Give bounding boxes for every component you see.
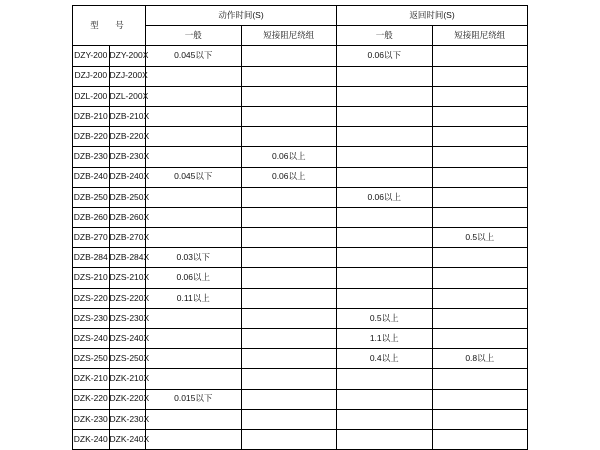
cell-return-general xyxy=(337,429,433,449)
cell-action-general xyxy=(146,86,242,106)
cell-model-a: DZK-220 xyxy=(73,389,110,409)
table-row xyxy=(73,86,528,106)
cell-return-general xyxy=(337,207,433,227)
cell-action-damped xyxy=(241,66,337,86)
cell-return-general xyxy=(337,228,433,248)
cell-return-damped xyxy=(432,147,528,167)
cell-return-damped: 0.8以上 xyxy=(432,349,528,369)
cell-model-b: DZB-210X xyxy=(109,106,146,126)
cell-model-b: DZB-270X xyxy=(109,228,146,248)
cell-action-general: 0.11以上 xyxy=(146,288,242,308)
cell-model-a: DZS-250 xyxy=(73,349,110,369)
cell-return-damped xyxy=(432,46,528,66)
table-row xyxy=(73,349,528,369)
cell-model-b: DZB-230X xyxy=(109,147,146,167)
cell-return-damped xyxy=(432,369,528,389)
column-header-return-time: 返回时间(S) xyxy=(337,6,528,26)
table-row xyxy=(73,329,528,349)
cell-model-b: DZS-230X xyxy=(109,308,146,328)
cell-model-a: DZS-240 xyxy=(73,329,110,349)
cell-action-damped xyxy=(241,389,337,409)
cell-model-b: DZK-240X xyxy=(109,429,146,449)
cell-return-damped xyxy=(432,187,528,207)
cell-model-a: DZJ-200 xyxy=(73,66,110,86)
cell-model-b: DZS-220X xyxy=(109,288,146,308)
cell-return-general xyxy=(337,288,433,308)
cell-model-b: DZB-240X xyxy=(109,167,146,187)
cell-model-b: DZY-200X xyxy=(109,46,146,66)
cell-return-general xyxy=(337,106,433,126)
cell-return-damped xyxy=(432,308,528,328)
column-header-return-damped: 短接阻尼绕组 xyxy=(432,26,528,46)
cell-model-a: DZB-260 xyxy=(73,207,110,227)
cell-model-b: DZL-200X xyxy=(109,86,146,106)
cell-action-general xyxy=(146,369,242,389)
cell-return-damped: 0.5以上 xyxy=(432,228,528,248)
cell-return-general xyxy=(337,86,433,106)
cell-return-general: 1.1以上 xyxy=(337,329,433,349)
table-row xyxy=(73,46,528,66)
cell-action-general xyxy=(146,66,242,86)
cell-model-b: DZB-250X xyxy=(109,187,146,207)
relay-timing-table xyxy=(72,5,528,450)
cell-action-damped xyxy=(241,46,337,66)
cell-action-general: 0.06以上 xyxy=(146,268,242,288)
cell-model-b: DZS-240X xyxy=(109,329,146,349)
cell-model-b: DZK-220X xyxy=(109,389,146,409)
cell-action-damped xyxy=(241,268,337,288)
cell-return-general: 0.5以上 xyxy=(337,308,433,328)
table-row xyxy=(73,127,528,147)
cell-action-general xyxy=(146,228,242,248)
cell-return-damped xyxy=(432,106,528,126)
cell-action-general: 0.045以下 xyxy=(146,167,242,187)
table-header xyxy=(73,6,528,46)
column-header-action-time: 动作时间(S) xyxy=(146,6,337,26)
cell-return-damped xyxy=(432,86,528,106)
table-row xyxy=(73,268,528,288)
column-header-return-general: 一般 xyxy=(337,26,433,46)
cell-action-damped xyxy=(241,308,337,328)
table-row xyxy=(73,409,528,429)
cell-model-b: DZK-210X xyxy=(109,369,146,389)
cell-model-a: DZS-220 xyxy=(73,288,110,308)
cell-model-b: DZS-210X xyxy=(109,268,146,288)
cell-model-a: DZK-210 xyxy=(73,369,110,389)
cell-action-damped xyxy=(241,228,337,248)
cell-model-a: DZB-230 xyxy=(73,147,110,167)
table-row xyxy=(73,228,528,248)
cell-action-general: 0.015以下 xyxy=(146,389,242,409)
cell-return-damped xyxy=(432,268,528,288)
cell-return-damped xyxy=(432,389,528,409)
cell-return-damped xyxy=(432,429,528,449)
cell-model-a: DZB-210 xyxy=(73,106,110,126)
cell-model-a: DZB-220 xyxy=(73,127,110,147)
cell-action-damped xyxy=(241,369,337,389)
cell-return-general xyxy=(337,369,433,389)
cell-return-general: 0.4以上 xyxy=(337,349,433,369)
cell-model-b: DZS-250X xyxy=(109,349,146,369)
cell-action-damped xyxy=(241,288,337,308)
cell-return-general: 0.06以下 xyxy=(337,46,433,66)
cell-action-general xyxy=(146,127,242,147)
cell-action-damped xyxy=(241,429,337,449)
table-header-row-groups xyxy=(73,6,528,26)
cell-return-general xyxy=(337,167,433,187)
cell-action-damped xyxy=(241,248,337,268)
cell-action-general xyxy=(146,106,242,126)
table-row xyxy=(73,308,528,328)
cell-model-b: DZK-230X xyxy=(109,409,146,429)
cell-model-b: DZJ-200X xyxy=(109,66,146,86)
cell-action-general xyxy=(146,349,242,369)
cell-model-a: DZL-200 xyxy=(73,86,110,106)
cell-return-damped xyxy=(432,167,528,187)
cell-model-b: DZB-284X xyxy=(109,248,146,268)
cell-model-a: DZB-270 xyxy=(73,228,110,248)
cell-action-damped: 0.06以上 xyxy=(241,167,337,187)
cell-model-a: DZK-240 xyxy=(73,429,110,449)
cell-action-damped xyxy=(241,409,337,429)
column-header-action-general: 一般 xyxy=(146,26,242,46)
cell-model-a: DZS-230 xyxy=(73,308,110,328)
table-row xyxy=(73,369,528,389)
cell-action-damped xyxy=(241,86,337,106)
cell-return-damped xyxy=(432,409,528,429)
table-row xyxy=(73,66,528,86)
cell-return-general xyxy=(337,409,433,429)
cell-model-a: DZS-210 xyxy=(73,268,110,288)
cell-return-damped xyxy=(432,248,528,268)
cell-return-general xyxy=(337,127,433,147)
cell-return-damped xyxy=(432,66,528,86)
cell-return-general: 0.06以上 xyxy=(337,187,433,207)
cell-action-general: 0.045以下 xyxy=(146,46,242,66)
cell-action-damped xyxy=(241,349,337,369)
cell-return-general xyxy=(337,147,433,167)
cell-model-a: DZK-230 xyxy=(73,409,110,429)
table-row xyxy=(73,429,528,449)
cell-action-damped xyxy=(241,187,337,207)
cell-action-general xyxy=(146,207,242,227)
cell-model-a: DZB-284 xyxy=(73,248,110,268)
column-header-model: 型 号 xyxy=(73,6,146,46)
cell-model-a: DZB-240 xyxy=(73,167,110,187)
table-row xyxy=(73,389,528,409)
cell-return-damped xyxy=(432,288,528,308)
cell-action-general xyxy=(146,308,242,328)
cell-model-b: DZB-220X xyxy=(109,127,146,147)
cell-action-general: 0.03以下 xyxy=(146,248,242,268)
table-row xyxy=(73,187,528,207)
cell-action-general xyxy=(146,409,242,429)
cell-action-damped xyxy=(241,106,337,126)
cell-action-damped xyxy=(241,127,337,147)
cell-action-general xyxy=(146,187,242,207)
cell-action-damped: 0.06以上 xyxy=(241,147,337,167)
table-row xyxy=(73,288,528,308)
table-row xyxy=(73,248,528,268)
table-row xyxy=(73,207,528,227)
cell-model-b: DZB-260X xyxy=(109,207,146,227)
cell-action-general xyxy=(146,147,242,167)
cell-return-general xyxy=(337,66,433,86)
cell-return-damped xyxy=(432,329,528,349)
cell-return-general xyxy=(337,389,433,409)
cell-action-general xyxy=(146,429,242,449)
cell-return-general xyxy=(337,268,433,288)
table-row xyxy=(73,147,528,167)
table-body xyxy=(73,46,528,450)
cell-action-general xyxy=(146,329,242,349)
cell-action-damped xyxy=(241,207,337,227)
cell-model-a: DZY-200 xyxy=(73,46,110,66)
column-header-action-damped: 短接阻尼绕组 xyxy=(241,26,337,46)
table-row xyxy=(73,167,528,187)
cell-return-damped xyxy=(432,207,528,227)
table-row xyxy=(73,106,528,126)
cell-model-a: DZB-250 xyxy=(73,187,110,207)
cell-action-damped xyxy=(241,329,337,349)
cell-return-damped xyxy=(432,127,528,147)
cell-return-general xyxy=(337,248,433,268)
